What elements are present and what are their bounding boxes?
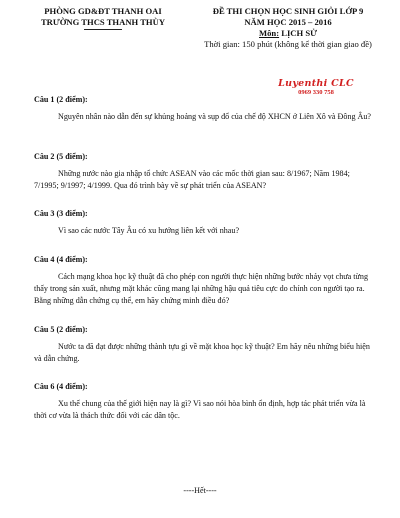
- subject-label: Môn:: [259, 28, 280, 38]
- subject-value: LỊCH SỬ: [281, 28, 317, 38]
- department-name: PHÒNG GD&ĐT THANH OAI: [44, 6, 162, 16]
- question-title: Câu 2 (5 điểm):: [34, 152, 88, 161]
- school-name: TRƯỜNG THCS THANH THÙY: [40, 17, 166, 27]
- exam-header: [188, 6, 388, 50]
- header-underline: [84, 29, 122, 30]
- question-title: Câu 3 (3 điểm):: [34, 209, 88, 218]
- question-text: Những nước nào gia nhập tổ chức ASEAN vào các mốc thời gian sau: 8/1967; Năm 1984; 7/1995; 9/1997; 4/1999. Qua đó trình bày về sự phát triển của ASEAN?: [34, 169, 350, 190]
- question-title: Câu 6 (4 điểm):: [34, 382, 88, 391]
- stamp-brand: Luyenthi CLC: [278, 78, 354, 89]
- stamp-phone: 0969 330 758: [298, 89, 334, 96]
- end-marker: ----Hết----: [183, 486, 217, 495]
- question-text: Nước ta đã đạt được những thành tựu gì về mặt khoa học kỹ thuật? Em hãy nêu những biểu hiện và dẫn chứng.: [34, 342, 370, 363]
- question-4: [34, 254, 374, 307]
- question-title: Câu 4 (4 điểm):: [34, 255, 88, 264]
- question-3: [34, 208, 374, 237]
- exam-time: Thời gian: 150 phút (không kể thời gian giao đề): [204, 39, 372, 49]
- school-year: NĂM HỌC 2015 – 2016: [244, 17, 332, 27]
- subject-line: [188, 28, 388, 39]
- school-header: [28, 6, 178, 30]
- question-text: Xu thế chung của thế giới hiện nay là gì? Vì sao nói hòa bình ổn định, hợp tác phát triển vừa là thời cơ vừa là thách thức đối với các dân tộc.: [34, 399, 366, 420]
- exam-title: ĐỀ THI CHỌN HỌC SINH GIỎI LỚP 9: [212, 6, 364, 16]
- question-title: Câu 1 (2 điểm):: [34, 95, 88, 104]
- question-text: Nguyên nhân nào dẫn đến sự khủng hoảng và sụp đổ của chế độ XHCN ở Liên Xô và Đông Âu?: [58, 112, 372, 121]
- question-title: Câu 5 (2 điểm):: [34, 325, 88, 334]
- question-2: [34, 151, 374, 192]
- question-1: [34, 94, 374, 123]
- question-text: Cách mạng khoa học kỹ thuật đã cho phép con người thực hiện những bước nhảy vọt chưa từng thấy trong sản xuất, nhưng mặt khác cũng mang lại những hậu quả tiêu cực do chính con người tạo ra. Bằng những dẫn chứng cụ thể, em hãy chứng minh điều đó?: [34, 272, 368, 305]
- question-6: [34, 381, 374, 422]
- question-text: Vì sao các nước Tây Âu có xu hướng liên kết với nhau?: [58, 226, 240, 235]
- question-5: [34, 324, 374, 365]
